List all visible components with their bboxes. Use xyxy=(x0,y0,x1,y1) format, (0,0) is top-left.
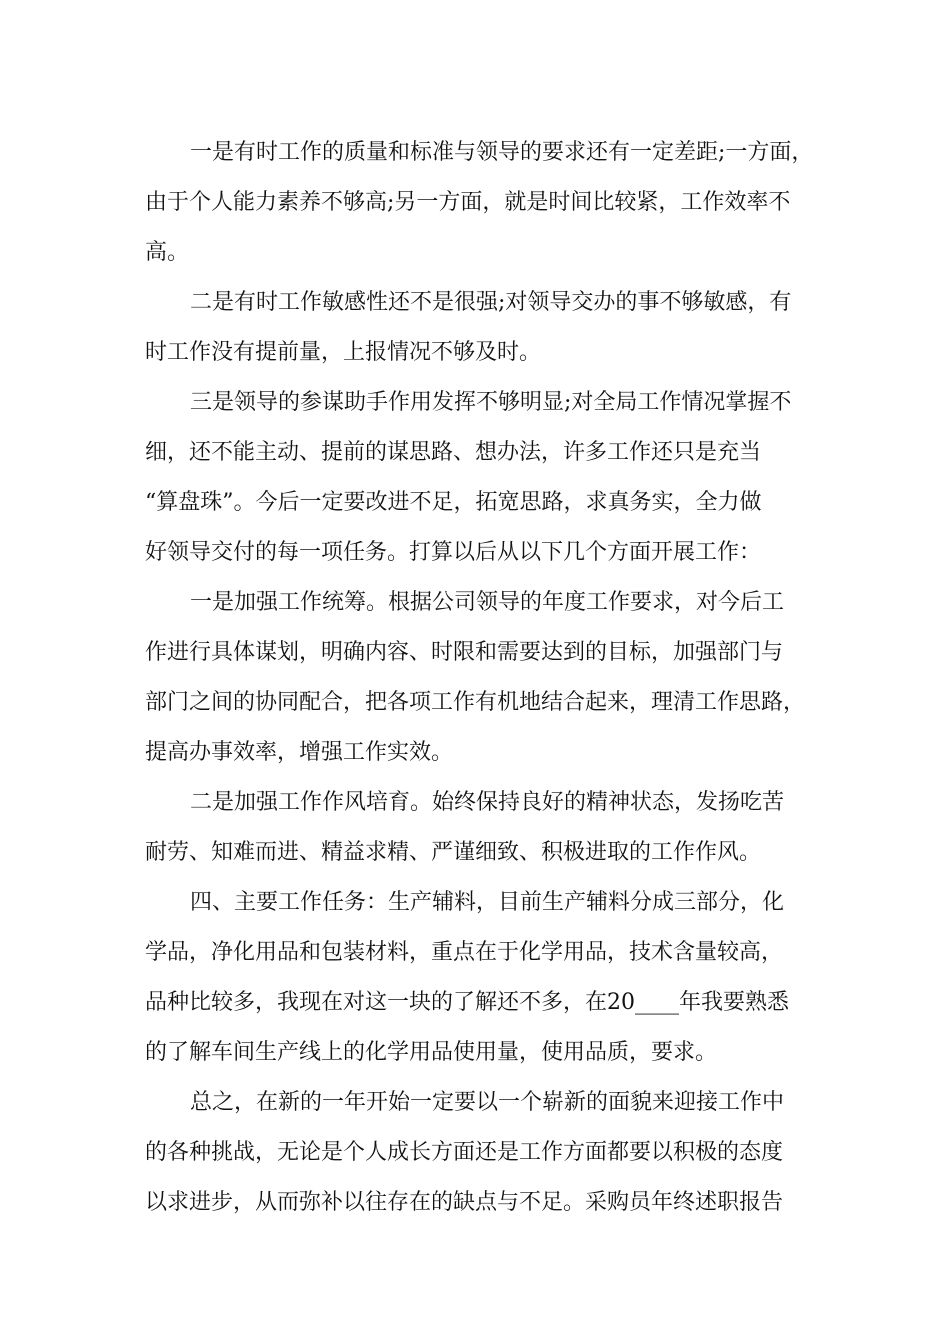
text-line: 三是领导的参谋助手作用发挥不够明显;对全局工作情况掌握不 xyxy=(190,390,792,415)
text-line: 作进行具体谋划，明确内容、时限和需要达到的目标，加强部门与 xyxy=(145,640,784,665)
text-line: 耐劳、知难而进、精益求精、严谨细致、积极进取的工作作风。 xyxy=(145,840,762,865)
text-line: 学品，净化用品和包装材料，重点在于化学用品，技术含量较高， xyxy=(145,940,784,965)
text-line: 四、主要工作任务：生产辅料，目前生产辅料分成三部分，化 xyxy=(190,890,785,915)
text-line: 品种比较多，我现在对这一块的了解还不多，在20____年我要熟悉 xyxy=(145,990,789,1015)
text-line: 高。 xyxy=(145,240,190,265)
text-line: 二是有时工作敏感性还不是很强;对领导交办的事不够敏感，有 xyxy=(190,290,792,315)
paragraph-main-tasks xyxy=(145,878,825,1078)
paragraph-plan-2 xyxy=(145,778,825,878)
text-line: “算盘珠”。今后一定要改进不足，拓宽思路，求真务实，全力做 xyxy=(145,490,762,515)
text-line: 的各种挑战，无论是个人成长方面还是工作方面都要以积极的态度 xyxy=(145,1140,784,1165)
text-line: 总之，在新的一年开始一定要以一个崭新的面貌来迎接工作中 xyxy=(190,1090,785,1115)
text-line: 细，还不能主动、提前的谋思路、想办法，许多工作还只是充当 xyxy=(145,440,762,465)
text-line: 的了解车间生产线上的化学用品使用量，使用品质，要求。 xyxy=(145,1040,718,1065)
text-line: 一是加强工作统筹。根据公司领导的年度工作要求，对今后工 xyxy=(190,590,785,615)
paragraph-plan-1 xyxy=(145,578,825,778)
text-line: 二是加强工作作风培育。始终保持良好的精神状态，发扬吃苦 xyxy=(190,790,785,815)
text-line: 以求进步，从而弥补以往存在的缺点与不足。采购员年终述职报告 xyxy=(145,1190,784,1215)
paragraph-shortcoming-2 xyxy=(145,278,825,378)
text-line: 好领导交付的每一项任务。打算以后从以下几个方面开展工作： xyxy=(145,540,762,565)
text-line: 由于个人能力素养不够高;另一方面，就是时间比较紧，工作效率不 xyxy=(145,190,791,215)
paragraph-conclusion xyxy=(145,1078,825,1228)
text-line: 部门之间的协同配合，把各项工作有机地结合起来，理清工作思路， xyxy=(145,690,806,715)
text-line: 一是有时工作的质量和标准与领导的要求还有一定差距;一方面， xyxy=(190,140,814,165)
text-line: 时工作没有提前量，上报情况不够及时。 xyxy=(145,340,542,365)
paragraph-shortcoming-1 xyxy=(145,128,825,278)
paragraph-shortcoming-3 xyxy=(145,378,825,578)
text-line: 提高办事效率，增强工作实效。 xyxy=(145,740,454,765)
document-body xyxy=(145,128,825,1228)
